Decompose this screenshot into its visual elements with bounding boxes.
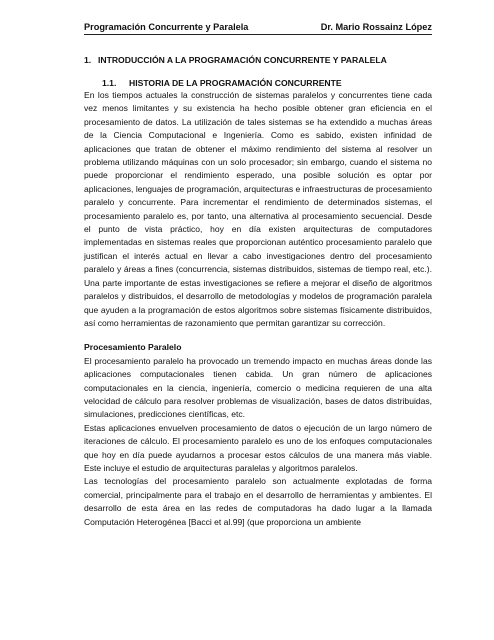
section-1-1-heading (102, 78, 432, 89)
section-1-title: INTRODUCCIÓN A LA PROGRAMACIÓN CONCURRENTE Y PARALELA (98, 55, 387, 65)
parallel-paragraph-2: Estas aplicaciones envuelven procesamiento de datos o ejecución de un largo número de iteraciones de cálculo. El procesamiento paralelo es uno de los enfoques computacionales que hoy en día puede ayudarnos a procesar estos cálculos de una manera más viable. Este incluye el estudio de arquitecturas paralelas y algoritmos paralelos. (84, 422, 432, 473)
section-1-1-number: 1.1. (102, 78, 117, 88)
header-author: Dr. Mario Rossainz López (320, 22, 432, 32)
page-header (84, 22, 432, 35)
section-1-number: 1. (84, 55, 92, 65)
history-paragraph: En los tiempos actuales la construcción de sistemas paralelos y concurrentes tiene cada vez menos limitantes y su existencia ha hecho posible obtener gran eficiencia en el procesamiento de datos. La utilización de tales sistemas se ha extendido a muchas áreas de la Ciencia Computacional e Ingeniería. Como es sabido, existen infinidad de aplicaciones que tratan de obtener el máximo rendimiento del sistema al resolver un problema utilizando máquinas con un solo procesador; sin embargo, cuando el sistema no puede proporcionar el rendimiento esperado, una posible solución es optar por aplicaciones, lenguajes de programación, arquitecturas e infraestructuras de procesamiento paralelo y concurrente. Para incrementar el rendimiento de determinados sistemas, el procesamiento paralelo es, por tanto, una alternativa al procesamiento secuencial. Desde el punto de vista práctico, hoy en día existen arquitecturas de computadores implementadas en sistemas reales que proporcionan auténtico procesamiento paralelo que justifican el interés actual en llevar a cabo investigaciones dentro del procesamiento paralelo y áreas a fines (concurrencia, sistemas distribuidos, sistemas de tiempo real, etc.). Una parte importante de estas investigaciones se refiere a mejorar el diseño de algoritmos paralelos y distribuidos, el desarrollo de metodologías y modelos de programación paralela que ayuden a la programación de estos algoritmos sobre sistemas físicamente distribuidos, así como herramientas de razonamiento que permitan garantizar su corrección. (84, 90, 432, 328)
header-course-title: Programación Concurrente y Paralela (84, 22, 249, 32)
section-1-heading (84, 55, 432, 66)
parallel-processing-heading: Procesamiento Paralelo (84, 342, 182, 353)
parallel-paragraph-1: El procesamiento paralelo ha provocado un tremendo impacto en muchas áreas donde las aplicaciones computacionales tienen cabida. Un gran número de aplicaciones computacionales en la ciencia, ingeniería, comercio o medicina requieren de una alta velocidad de cálculo para resolver problemas de visualización, bases de datos distribuidas, simulaciones, predicciones científicas, etc. (84, 355, 432, 420)
section-1-1-title: HISTORIA DE LA PROGRAMACIÓN CONCURRENTE (129, 78, 342, 88)
parallel-paragraph-3: Las tecnologías del procesamiento paralelo son actualmente explotadas de forma comercial, principalmente para el trabajo en el desarrollo de herramientas y ambientes. El desarrollo de esta área en las redes de computadoras ha dado lugar a la llamada Computación Heterogénea [Bacci et al.99] (que proporciona un ambiente (84, 476, 432, 527)
